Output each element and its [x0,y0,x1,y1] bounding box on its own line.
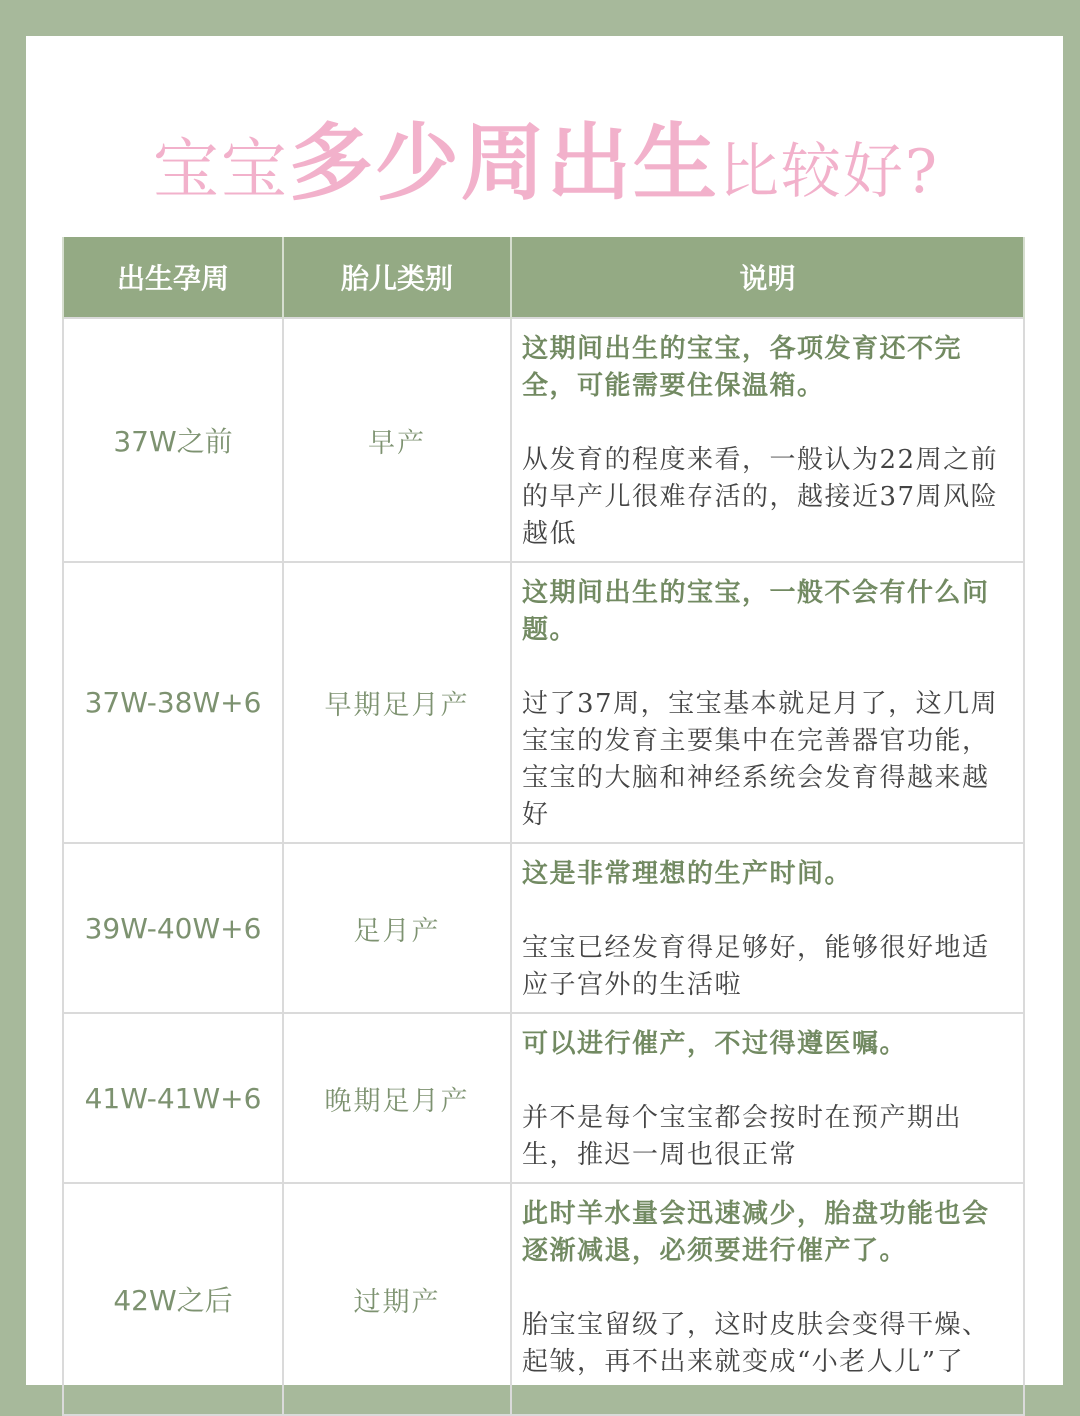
description-highlight: 可以进行催产，不过得遵医嘱。 [522,1029,908,1059]
description-cell [511,1183,1024,1415]
type-cell: 晚期足月产 [283,1013,511,1183]
type-cell: 足月产 [283,843,511,1013]
type-cell: 早产 [283,318,511,562]
description-body: 过了37周，宝宝基本就足月了，这几周宝宝的发育主要集中在完善器官功能，宝宝的大脑和神经系统会发育得越来越好 [522,689,999,830]
birth-week-table [62,237,1025,1416]
header-week: 出生孕周 [63,237,283,318]
description-body: 宝宝已经发育得足够好，能够很好地适应子宫外的生活啦 [522,933,990,1000]
header-description: 说明 [511,237,1024,318]
table-row [63,1183,1024,1415]
description-cell [511,843,1024,1013]
description-body: 从发育的程度来看，一般认为22周之前的早产儿很难存活的，越接近37周风险越低 [522,445,999,549]
week-cell: 37W之前 [63,318,283,562]
title-part-3: 比较好? [718,137,940,207]
description-highlight: 这是非常理想的生产时间。 [522,859,853,889]
header-type: 胎儿类别 [283,237,511,318]
page-title [66,96,1026,217]
description-cell [511,1013,1024,1183]
description-highlight: 此时羊水量会迅速减少，胎盘功能也会逐渐减退，必须要进行催产了。 [522,1199,990,1266]
title-part-1: 宝宝 [152,131,289,208]
table-row [63,562,1024,843]
description-highlight: 这期间出生的宝宝，一般不会有什么问题。 [522,578,990,645]
week-cell: 39W-40W+6 [63,843,283,1013]
description-highlight: 这期间出生的宝宝，各项发育还不完全，可能需要住保温箱。 [522,334,963,401]
description-cell [511,562,1024,843]
description-body: 胎宝宝留级了，这时皮肤会变得干燥、起皱，再不出来就变成“小老人儿”了 [522,1310,990,1377]
week-cell: 41W-41W+6 [63,1013,283,1183]
week-cell: 42W之后 [63,1183,283,1415]
type-cell: 早期足月产 [283,562,511,843]
table-row [63,843,1024,1013]
table-header-row [63,237,1024,318]
table-row [63,318,1024,562]
description-cell [511,318,1024,562]
description-body: 并不是每个宝宝都会按时在预产期出生，推迟一周也很正常 [522,1103,963,1170]
type-cell: 过期产 [283,1183,511,1415]
info-card [26,36,1063,1385]
title-part-2: 多少周出生 [288,113,719,212]
week-cell: 37W-38W+6 [63,562,283,843]
table-row [63,1013,1024,1183]
